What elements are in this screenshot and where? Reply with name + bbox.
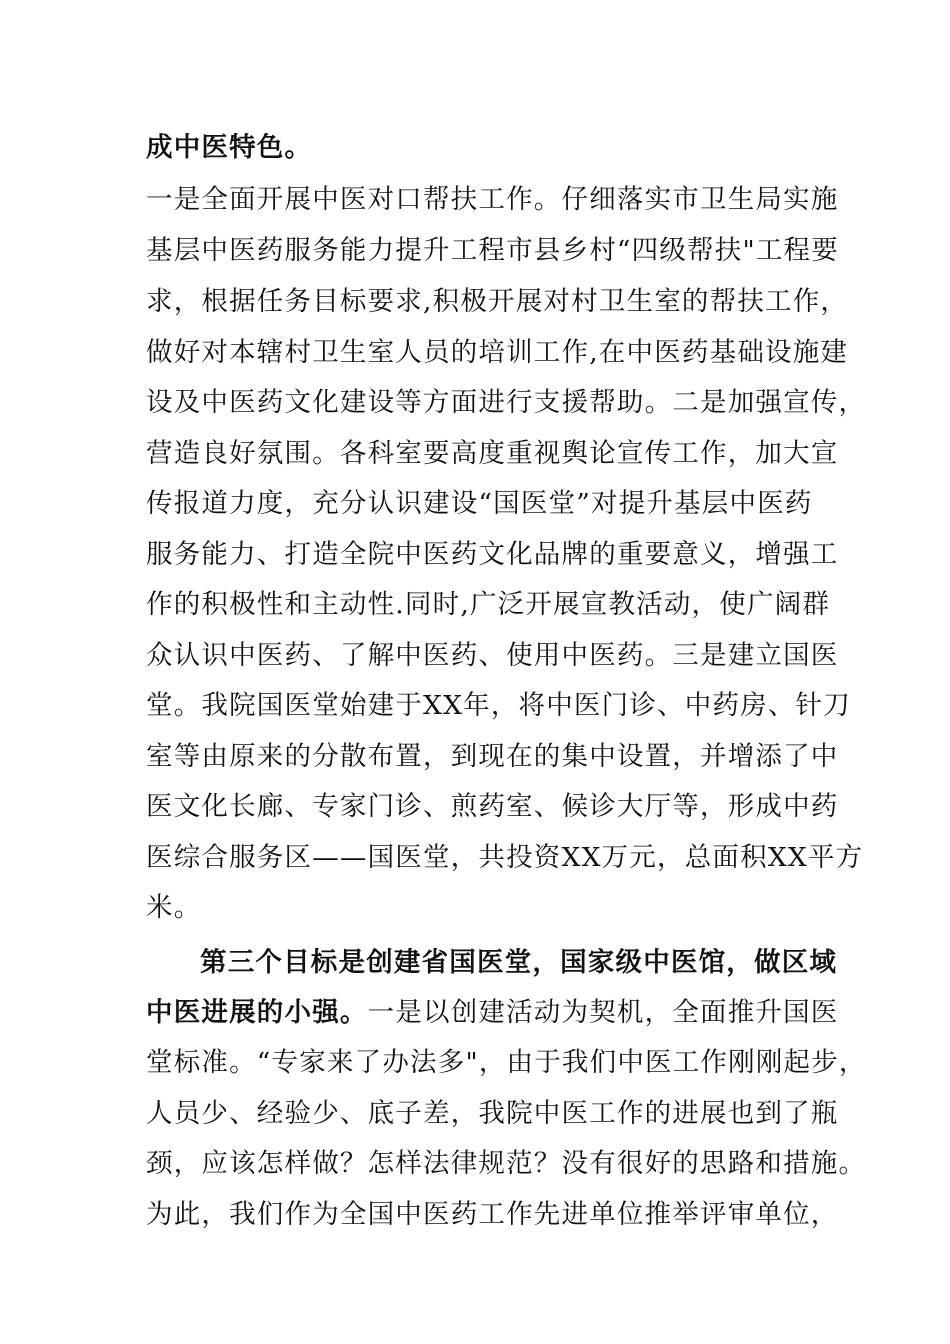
line-text: 成中医特色。 <box>146 132 313 163</box>
text-line <box>146 686 851 726</box>
text-line <box>146 787 839 827</box>
text-line <box>146 282 848 322</box>
text-line <box>146 888 201 928</box>
text-line <box>146 535 839 575</box>
line-text: 第三个目标是创建省国医堂，国家级中医馆，做区域 <box>200 947 838 978</box>
line-text: 米。 <box>146 892 202 923</box>
text-line <box>146 434 839 474</box>
line-text: 设及中医药文化建设等方面进行支援帮助。二是加强宣传， <box>146 387 867 418</box>
line-text: 室等由原来的分散布置，到现在的集中设置，并增添了中 <box>146 741 839 772</box>
heading-continuation: 中医进展的小强。 <box>146 997 368 1028</box>
line-text: 人员少、经验少、底子差，我院中医工作的进展也到了瓶 <box>146 1098 839 1129</box>
line-text: 基层中医药服务能力提升工程市县乡村“四级帮扶"工程要 <box>146 235 839 266</box>
text-line <box>146 1144 866 1184</box>
text-line <box>146 128 312 168</box>
line-text: 堂。我院国医堂始建于XX年，将中医门诊、中药房、针刀 <box>146 690 851 721</box>
text-line <box>146 180 839 220</box>
line-text: 作的积极性和主动性.同时,广泛开展宣教活动，使广阔群 <box>146 589 831 620</box>
text-line <box>146 838 863 878</box>
line-text: 医综合服务区——国医堂，共投资XX万元，总面积XX平方 <box>146 842 864 873</box>
line-text: 一是全面开展中医对口帮扶工作。仔细落实市卫生局实施 <box>146 184 839 215</box>
text-line <box>146 1195 839 1235</box>
line-text: 颈，应该怎样做？怎样法律规范？没有很好的思路和措施。 <box>146 1148 867 1179</box>
text-line <box>146 737 839 777</box>
text-line <box>146 383 866 423</box>
text-line <box>146 484 813 524</box>
text-line <box>146 993 839 1033</box>
line-text: 服务能力、打造全院中医药文化品牌的重要意义，增强工 <box>146 539 839 570</box>
line-text: 医文化长廊、专家门诊、煎药室、候诊大厅等，形成中药 <box>146 791 839 822</box>
line-text: 众认识中医药、了解中医药、使用中医药。三是建立国医 <box>146 640 839 671</box>
line-text: 求，根据任务目标要求,积极开展对村卫生室的帮扶工作， <box>146 286 849 317</box>
line-text: 做好对本辖村卫生室人员的培训工作,在中医药基础设施建 <box>146 337 849 368</box>
section-heading <box>200 943 837 983</box>
line-text: 为此，我们作为全国中医药工作先进单位推举评审单位， <box>146 1199 839 1230</box>
text-line <box>146 636 839 676</box>
text-line <box>146 333 848 373</box>
line-text: 堂标准。“专家来了办法多"，由于我们中医工作刚刚起步， <box>146 1047 867 1078</box>
text-line <box>146 585 830 625</box>
text-line <box>146 1094 839 1134</box>
text-line <box>146 1043 867 1083</box>
line-text: 营造良好氛围。各科室要高度重视舆论宣传工作，加大宣 <box>146 438 839 469</box>
line-text: 传报道力度，充分认识建设“国医堂”对提升基层中医药 <box>146 488 813 519</box>
line-text: 一是以创建活动为契机，全面推升国医 <box>367 997 839 1028</box>
text-line <box>146 231 839 271</box>
